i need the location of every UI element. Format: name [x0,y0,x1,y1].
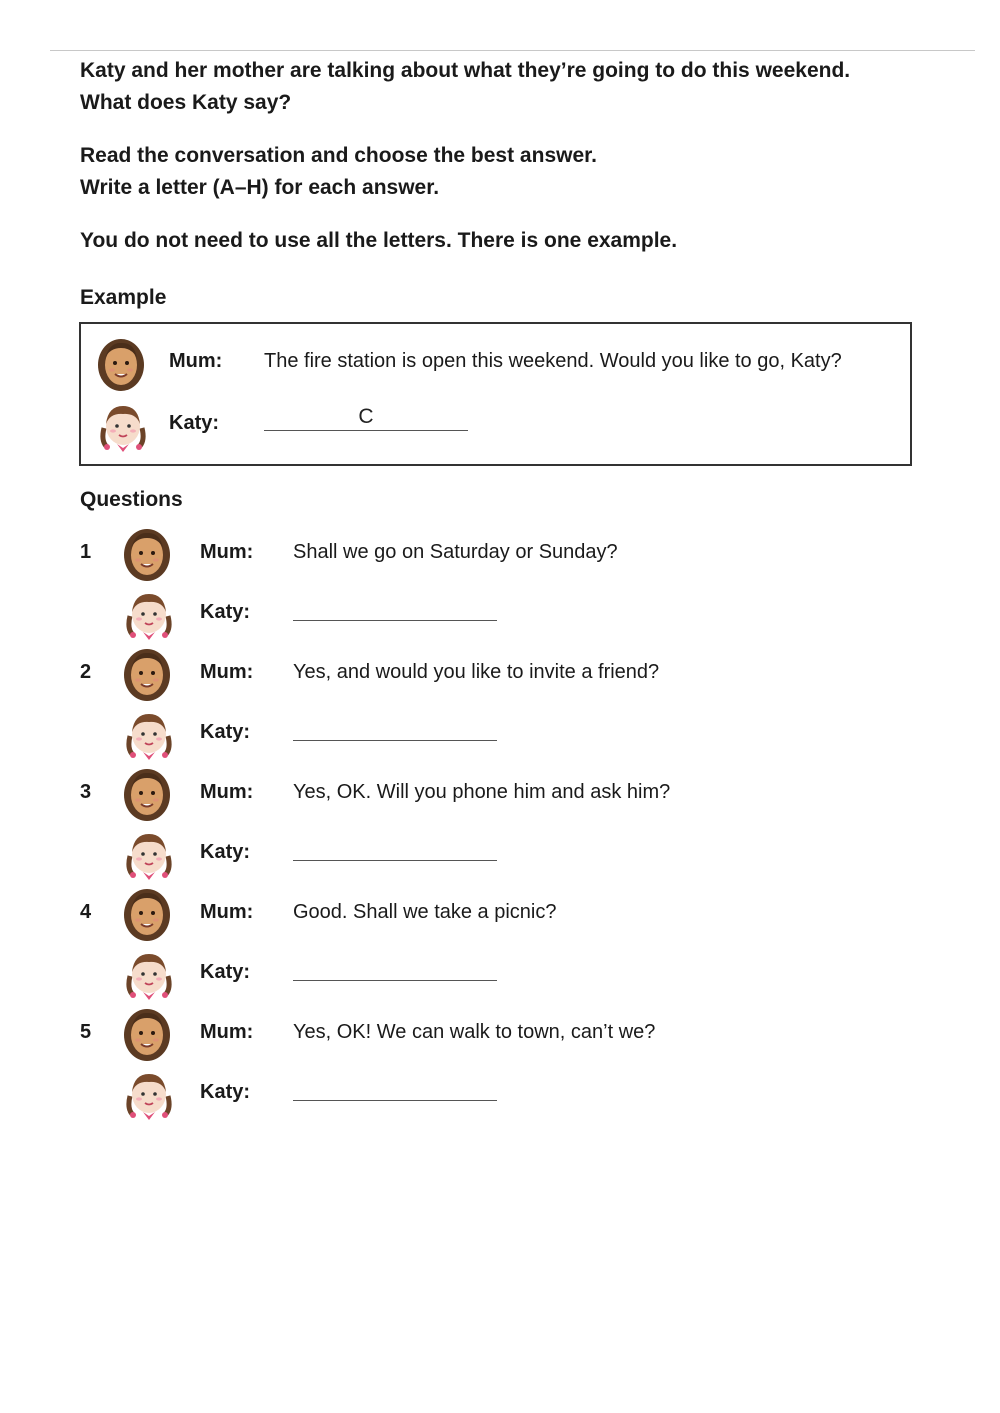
mum-label: Mum: [200,1021,254,1043]
katy-label: Katy: [200,721,251,743]
mum-label: Mum: [200,901,254,923]
mum-question-text: Good. Shall we take a picnic? [293,901,557,923]
intro-line-4: Write a letter (A–H) for each answer. [80,176,440,199]
example-answer-field[interactable] [264,404,468,431]
katy-face-icon [124,826,174,882]
mum-face-icon [122,646,172,702]
mum-face-icon [122,886,172,942]
answer-field-1[interactable] [293,594,497,621]
question-number: 5 [80,1021,92,1043]
katy-face-icon [124,946,174,1002]
answer-field-5[interactable] [293,1074,497,1101]
question-number: 4 [80,901,92,923]
mum-face-icon [122,1006,172,1062]
example-mum-text: The fire station is open this weekend. Would you like to go, Katy? [264,350,842,372]
katy-label: Katy: [200,1081,251,1103]
answer-field-2[interactable] [293,714,497,741]
example-box [79,322,912,466]
question-number: 3 [80,781,92,803]
katy-label: Katy: [200,841,251,863]
question-number: 2 [80,661,92,683]
answer-field-3[interactable] [293,834,497,861]
top-divider [50,50,975,51]
mum-question-text: Shall we go on Saturday or Sunday? [293,541,618,563]
mum-face-icon [96,336,146,392]
mum-question-text: Yes, OK! We can walk to town, can’t we? [293,1021,656,1043]
intro-line-5: You do not need to use all the letters. There is one example. [80,229,678,252]
intro-line-2: What does Katy say? [80,91,292,114]
example-mum-label: Mum: [169,350,223,372]
questions-heading: Questions [80,488,183,511]
katy-face-icon [124,1066,174,1122]
katy-face-icon [98,398,148,454]
katy-label: Katy: [200,961,251,983]
katy-label: Katy: [200,601,251,623]
mum-face-icon [122,766,172,822]
intro-line-1: Katy and her mother are talking about what they’re going to do this weekend. [80,59,851,82]
mum-label: Mum: [200,661,254,683]
intro-line-3: Read the conversation and choose the best answer. [80,144,597,167]
question-number: 1 [80,541,92,563]
mum-question-text: Yes, OK. Will you phone him and ask him? [293,781,671,803]
example-katy-label: Katy: [169,412,220,434]
katy-face-icon [124,706,174,762]
example-heading: Example [80,286,167,309]
mum-label: Mum: [200,541,254,563]
answer-field-4[interactable] [293,954,497,981]
mum-face-icon [122,526,172,582]
katy-face-icon [124,586,174,642]
mum-label: Mum: [200,781,254,803]
mum-question-text: Yes, and would you like to invite a friend? [293,661,660,683]
